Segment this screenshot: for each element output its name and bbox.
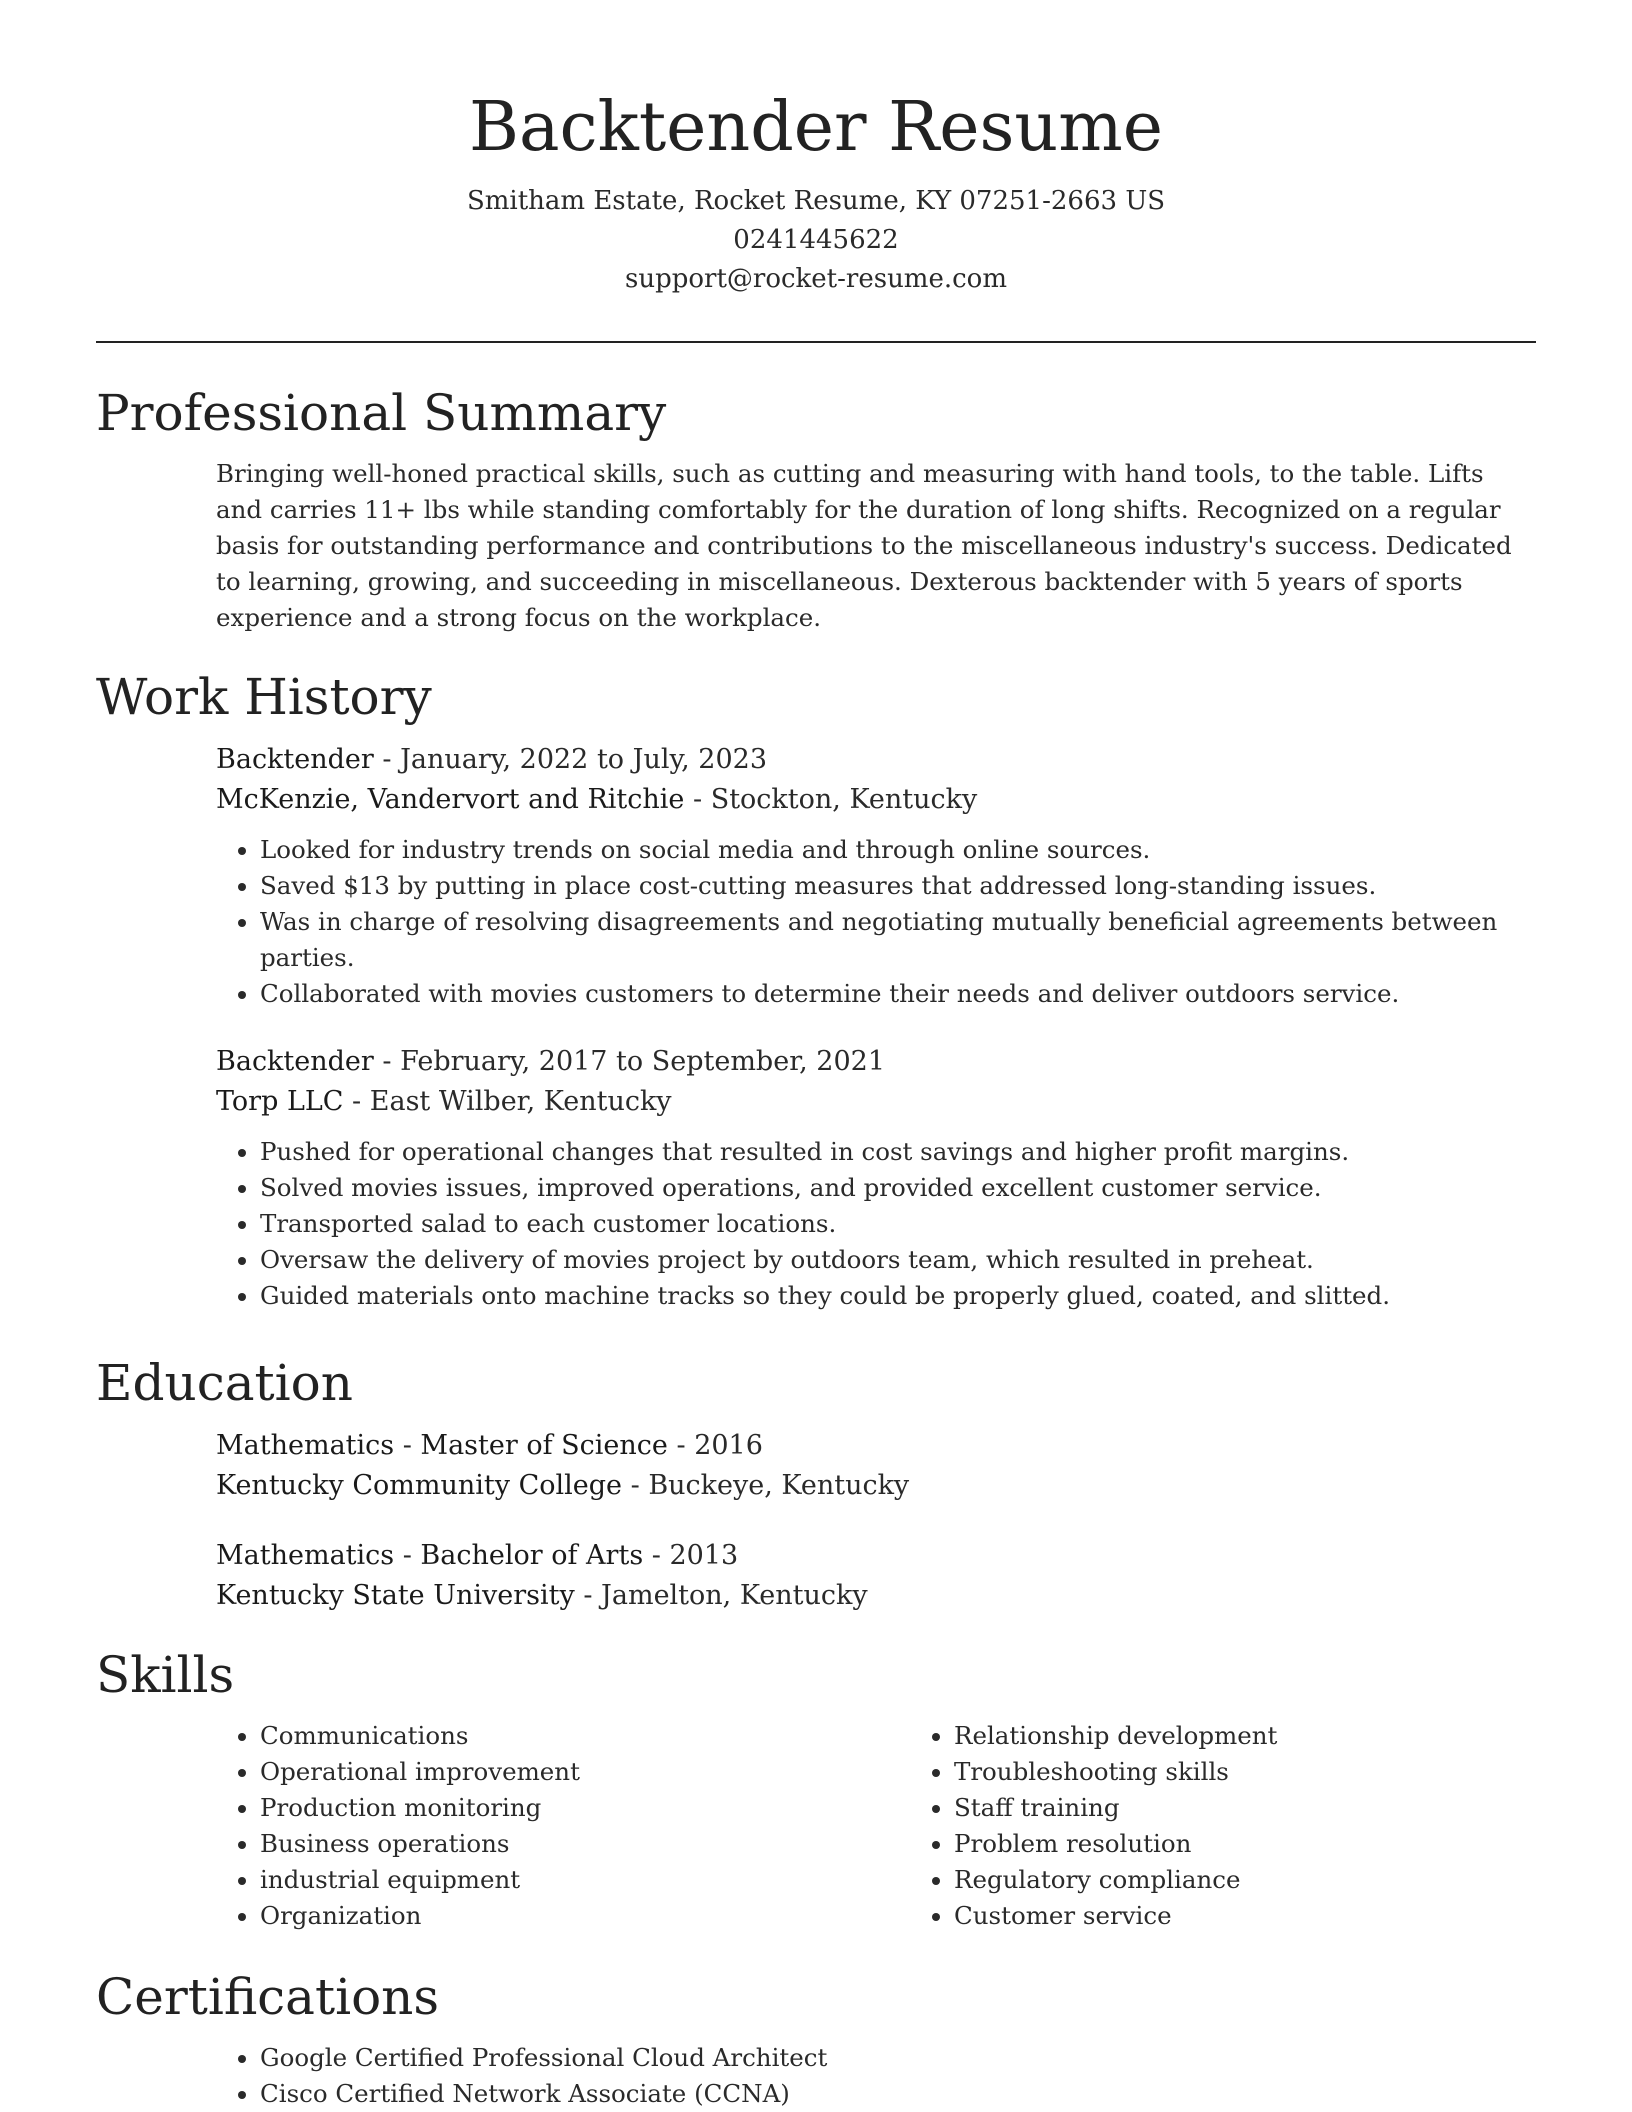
- contact-phone: 0241445622: [733, 225, 899, 255]
- resume-header: [0, 0, 1632, 299]
- job-entry: [216, 740, 1536, 1012]
- job-dates: February, 2017 to September, 2021: [400, 1046, 886, 1077]
- job-role: Backtender: [216, 1046, 374, 1077]
- job-location: East Wilber, Kentucky: [369, 1086, 672, 1117]
- skill-item: • Customer service: [954, 1898, 1604, 1934]
- summary-text: Bringing well-honed practical skills, such as cutting and measuring with hand tools, to the table. Lifts and carries 11+ lbs while standing comfortably for the duration of long shifts. Recognized on a regular basis for outstanding performance and contributions to the miscellaneous industry's success. Dedicated to learning, growing, and succeeding in miscellaneous. Dexterous backtender with 5 years of sports experience and a strong focus on the workplace.: [216, 459, 1512, 632]
- skill-item: • Regulatory compliance: [954, 1862, 1604, 1898]
- job-company-line: Torp LLC - East Wilber, Kentucky: [216, 1086, 672, 1117]
- education-year: 2016: [694, 1430, 763, 1461]
- skills-section: [96, 1644, 1536, 1934]
- skill-item: • Relationship development: [954, 1718, 1604, 1754]
- education-school: Kentucky State University: [216, 1580, 575, 1611]
- education-field: Mathematics: [216, 1430, 395, 1461]
- education-degree: Bachelor of Arts: [420, 1540, 644, 1571]
- skill-item: • Staff training: [954, 1790, 1604, 1826]
- skills-list-right: [910, 1718, 1604, 1934]
- certifications-section: [96, 1966, 1536, 2112]
- education-location: Buckeye, Kentucky: [648, 1470, 910, 1501]
- job-bullet: • Solved movies issues, improved operations, and provided excellent customer service.: [260, 1170, 1536, 1206]
- skill-item: • Problem resolution: [954, 1826, 1604, 1862]
- job-title-line: Backtender - February, 2017 to September, 2021: [216, 1046, 886, 1077]
- education-heading: Education: [96, 1354, 353, 1412]
- job-bullets: [216, 1134, 1536, 1314]
- skill-item: • Communications: [260, 1718, 910, 1754]
- education-school-line: Kentucky Community College - Buckeye, Kentucky: [216, 1470, 910, 1501]
- education-section: [96, 1352, 1536, 1616]
- job-company: McKenzie, Vandervort and Ritchie: [216, 784, 685, 815]
- job-bullet: • Transported salad to each customer locations.: [260, 1206, 1536, 1242]
- job-entry: [216, 1042, 1536, 1314]
- skill-item: • Organization: [260, 1898, 910, 1934]
- job-bullet: • Looked for industry trends on social media and through online sources.: [260, 832, 1536, 868]
- education-year: 2013: [669, 1540, 739, 1571]
- education-entry: [216, 1426, 1536, 1506]
- job-dates: January, 2022 to July, 2023: [400, 744, 768, 775]
- education-field: Mathematics: [216, 1540, 395, 1571]
- summary-section: [96, 382, 1536, 636]
- certifications-list-wrap: [216, 2040, 1536, 2112]
- job-bullets: [216, 832, 1536, 1012]
- contact-email: support@rocket-resume.com: [624, 264, 1007, 294]
- education-degree-line: Mathematics - Bachelor of Arts - 2013: [216, 1540, 739, 1571]
- certification-item: • Google Certified Professional Cloud Architect: [260, 2040, 1536, 2076]
- skills-columns: [216, 1718, 1536, 1934]
- job-bullet: • Guided materials onto machine tracks so they could be properly glued, coated, and slitted.: [260, 1278, 1536, 1314]
- summary-heading: Professional Summary: [96, 384, 667, 442]
- work-history-section: [96, 666, 1536, 1314]
- job-company: Torp LLC: [216, 1086, 344, 1117]
- education-location: Jamelton, Kentucky: [601, 1580, 868, 1611]
- job-title-line: Backtender - January, 2022 to July, 2023: [216, 744, 768, 775]
- skills-list-left: [216, 1718, 910, 1934]
- resume-title: Backtender Resume: [469, 88, 1163, 167]
- education-degree: Master of Science: [420, 1430, 668, 1461]
- skills-heading: Skills: [96, 1646, 235, 1704]
- skill-item: • Production monitoring: [260, 1790, 910, 1826]
- job-bullet: • Was in charge of resolving disagreements and negotiating mutually beneficial agreements between parties.: [260, 904, 1536, 976]
- job-location: Stockton, Kentucky: [710, 784, 978, 815]
- header-divider: [96, 341, 1536, 343]
- education-degree-line: Mathematics - Master of Science - 2016: [216, 1430, 763, 1461]
- education-school: Kentucky Community College: [216, 1470, 623, 1501]
- job-company-line: McKenzie, Vandervort and Ritchie - Stockton, Kentucky: [216, 784, 978, 815]
- education-entry: [216, 1536, 1536, 1616]
- certification-item: • Cisco Certified Network Associate (CCNA): [260, 2076, 1536, 2112]
- contact-block: [0, 182, 1632, 299]
- skill-item: • Troubleshooting skills: [954, 1754, 1604, 1790]
- contact-address: Smitham Estate, Rocket Resume, KY 07251-2663 US: [466, 186, 1166, 216]
- work-history-heading: Work History: [96, 668, 432, 726]
- job-bullet: • Collaborated with movies customers to determine their needs and deliver outdoors service.: [260, 976, 1536, 1012]
- certifications-heading: Certifications: [96, 1968, 440, 2026]
- education-school-line: Kentucky State University - Jamelton, Kentucky: [216, 1580, 868, 1611]
- certifications-list: [216, 2040, 1536, 2112]
- job-bullet: • Pushed for operational changes that resulted in cost savings and higher profit margins.: [260, 1134, 1536, 1170]
- job-bullet: • Oversaw the delivery of movies project by outdoors team, which resulted in preheat.: [260, 1242, 1536, 1278]
- job-bullet: • Saved $13 by putting in place cost-cutting measures that addressed long-standing issues.: [260, 868, 1536, 904]
- skill-item: • Business operations: [260, 1826, 910, 1862]
- skill-item: • Operational improvement: [260, 1754, 910, 1790]
- skill-item: • industrial equipment: [260, 1862, 910, 1898]
- job-role: Backtender: [216, 744, 374, 775]
